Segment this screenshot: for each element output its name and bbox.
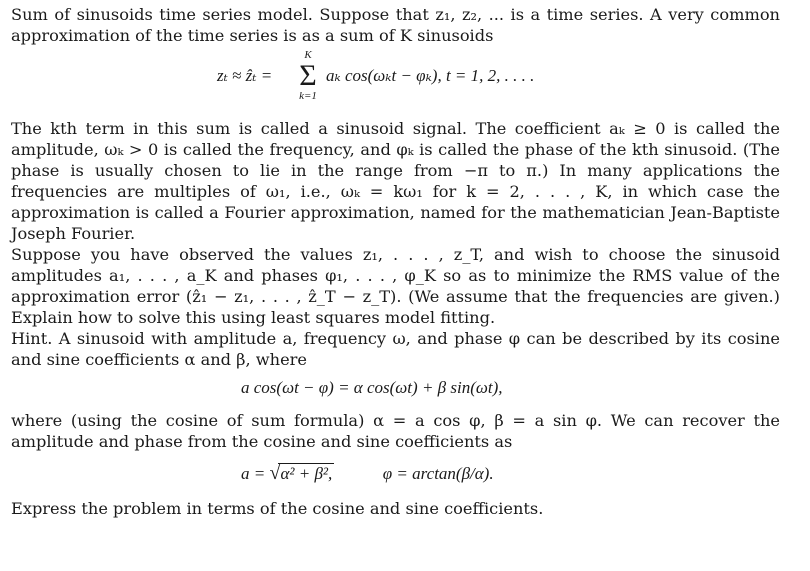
sqrt-icon: √ <box>269 462 281 484</box>
recover-text: where (using the cosine of sum formula) α = a cos φ, β = a sin φ. We can recover the amplitude and phase from the cosine and sine coefficients as <box>11 411 780 451</box>
equation-sum-of-sinusoids <box>11 46 780 118</box>
phase-formula: φ = arctan(β/α). <box>382 464 494 483</box>
sqrt-radicand: α² + β², <box>280 464 333 483</box>
paragraph-definitions <box>11 118 780 244</box>
equation-amplitude-phase-row <box>241 462 494 485</box>
paragraph-recover <box>11 410 780 452</box>
sum-lower-limit: k=1 <box>299 90 317 102</box>
equation-rhs: aₖ cos(ωₖt − φₖ), t = 1, 2, . . . . <box>326 66 535 85</box>
definitions-text: The kth term in this sum is called a sinusoid signal. The coefficient aₖ ≥ 0 is called the amplitude, ωₖ > 0 is called the frequency, and φₖ is called the phase of the kth sinusoid. (The phase is usually chosen to lie in the range from −π to π.) In many applications the frequencies are multiples of ω₁, i.e., ωₖ = kω₁ for k = 2, . . . , K, in which case the approximation is called a Fourier approximation, named for the mathematician Jean-Baptiste Joseph Fourier. <box>11 119 780 243</box>
paragraph-problem <box>11 244 780 328</box>
paragraph-express <box>11 498 780 519</box>
sigma-glyph: Σ <box>299 59 317 92</box>
equation-cos-sin-form <box>11 370 780 410</box>
equation-lhs: zₜ ≈ ẑₜ = <box>217 66 273 85</box>
sum-upper-limit: K <box>304 49 312 61</box>
express-text: Express the problem in terms of the cosine and sine coefficients. <box>11 499 544 518</box>
equation-amplitude-phase <box>11 452 780 498</box>
paragraph-intro <box>11 4 780 46</box>
intro-text: Sum of sinusoids time series model. Suppose that z₁, z₂, ... is a time series. A very common approximation of the time series is as a sum of K sinusoids <box>11 5 780 45</box>
amplitude-lhs: a = <box>241 464 266 483</box>
paragraph-hint <box>11 328 780 370</box>
summation-symbol <box>293 50 323 102</box>
hint-text: Hint. A sinusoid with amplitude a, frequency ω, and phase φ can be described by its cosine and sine coefficients α and β, where <box>11 329 780 369</box>
problem-text: Suppose you have observed the values z₁, . . . , z_T, and wish to choose the sinusoid amplitudes a₁, . . . , a_K and phases φ₁, . . . , φ_K so as to minimize the RMS value of the approximation error (ẑ₁ − z₁, . . . , ẑ_T − z_T). (We assume that the frequencies are given.) Explain how to solve this using least squares model fitting. <box>11 245 780 327</box>
equation-cos-sin-text: a cos(ωt − φ) = α cos(ωt) + β sin(ωt), <box>241 378 503 397</box>
